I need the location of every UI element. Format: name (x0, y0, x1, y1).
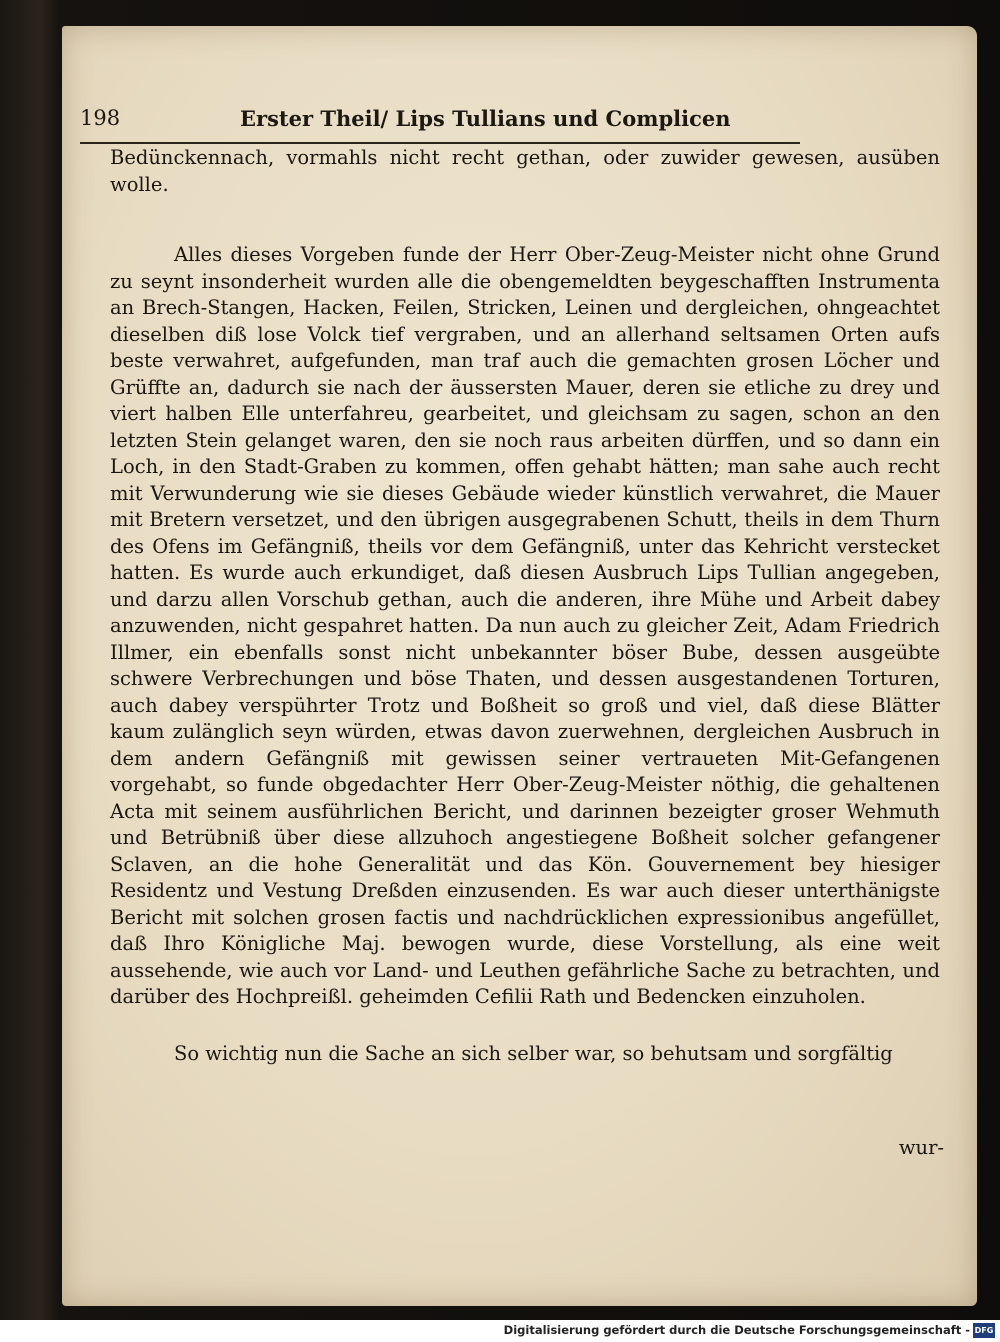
catchword: wur- (898, 1136, 944, 1159)
running-head-title: Erster Theil/ Lips Tullians und Complicen (240, 106, 731, 131)
footer-credit: Digitalisierung gefördert durch die Deutsche Forschungsgemeinschaft - (503, 1323, 970, 1337)
paragraph-main: Alles dieses Vorgeben funde der Herr Ober-Zeug-Meister nicht ohne Grund zu seynt insonderheit wurden alle die obengemeldten beygeschafften Instrumenta an Brech-Stangen, Hacken, Feilen, Stricken, Leinen und dergleichen, ohngeachtet dieselben diß lose Volck tief vergraben, und an allerhand seltsamen Orten aufs beste verwahret, aufgefunden, man traf auch die gemachten grosen Löcher und Grüffte an, dadurch sie nach der äussersten Mauer, deren sie etliche zu drey und viert halben Elle unterfahreu, gearbeitet, und gleichsam zu sagen, schon an den letzten Stein gelanget waren, den sie noch raus arbeiten dürffen, und so dann ein Loch, in den Stadt-Graben zu kommen, offen gehabt hätten; man sahe auch recht mit Verwunderung wie sie dieses Gebäude wieder künstlich verwahret, die Mauer mit Bretern versetzet, und den übrigen ausgegrabenen Schutt, theils in dem Thurn des Ofens im Gefängniß, theils vor dem Gefängniß, unter das Kehricht verstecket hatten. Es wurde auch erkundiget, daß diesen Ausbruch Lips Tullian angegeben, und darzu allen Vorschub gethan, auch die anderen, ihre Mühe und Arbeit dabey anzuwenden, nicht gespahret hatten. Da nun auch zu gleicher Zeit, Adam Friedrich Illmer, ein ebenfalls sonst nicht unbekannter böser Bube, dessen ausgeübte schwere Verbrechungen und böse Thaten, und dessen ausgestandenen Torturen, auch dabey verspührter Trotz und Boßheit so groß und viel, daß diese Blätter kaum zulänglich seyn würden, etwas davon zuerwehnen, dergleichen Ausbruch in dem andern Gefängniß mit gewissen seiner vertraueten Mit-Gefangenen vorgehabt, so funde obgedachter Herr Ober-Zeug-Meister nöthig, die gehaltenen Acta mit seinem ausführlichen Bericht, und darinnen bezeigter groser Wehmuth und Betrübniß über diese allzuhoch angestiegene Boßheit solcher gefangener Sclaven, an die hohe Generalität und das Kön. Gouvernement bey hiesiger Residentz und Vestung Dreßden einzusenden. Es war auch dieser unterthänigste Bericht mit solchen grosen factis und nachdrücklichen expressionibus angefüllet, daß Ihro Königliche Maj. bewogen wurde, diese Vorstellung, als eine weit aussehende, wie auch vor Land- und Leuthen gefährliche Sache zu betrachten, und darüber des Hochpreißl. geheimden Cefilii Rath und Bedencken einzuholen. (110, 243, 940, 1008)
page-number: 198 (80, 106, 121, 130)
paragraph-continuation: Bedünckennach, vormahls nicht recht gethan, oder zuwider gewesen, ausüben wolle. (110, 146, 940, 196)
running-head (80, 106, 800, 144)
paragraph-final: So wichtig nun die Sache an sich selber war, so behutsam und sorgfältig (174, 1041, 893, 1065)
footer-bar (0, 1320, 1000, 1342)
body-text (110, 145, 940, 1067)
dfg-logo-icon: DFG (973, 1323, 995, 1338)
